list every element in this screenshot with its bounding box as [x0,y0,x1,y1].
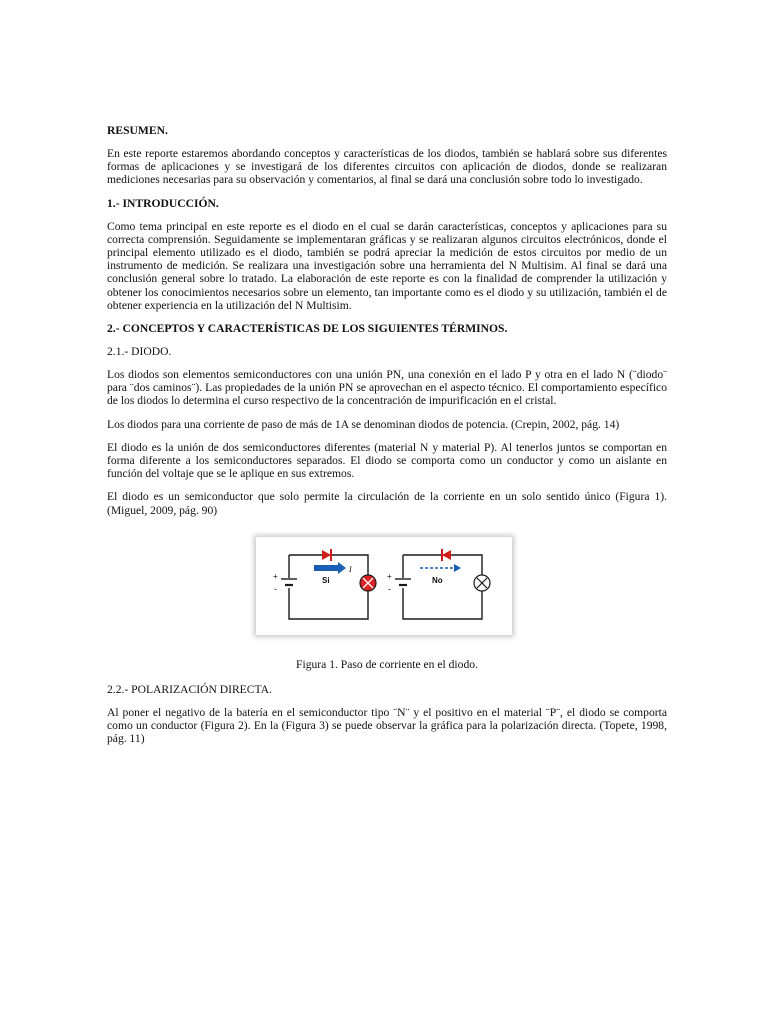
current-arrow-icon [314,565,338,571]
diodo-subheading: 2.1.- DIODO. [107,345,172,359]
forward-circuit-wire [289,555,368,619]
label-plus-right: + [387,571,392,581]
diodo-paragraph-4: El diodo es un semiconductor que solo permite la circulación de la corriente en un solo sentido único (Figura 1). (Miguel, 2009, pág. 90) [107,490,667,517]
conceptos-heading: 2.- CONCEPTOS Y CARACTERÍSTICAS DE LOS SIGUIENTES TÉRMINOS. [107,322,508,336]
polarizacion-subheading: 2.2.- POLARIZACIÓN DIRECTA. [107,682,272,696]
diodo-paragraph-3: El diodo es la unión de dos semiconductores diferentes (material N y material P). Al tenerlos juntos se comportan en forma diferente a los semiconductores separados. El diodo se comporta como un conductor y como un aislante en función del voltaje que se le aplique en sus extremos. [107,440,667,481]
diodo-paragraph-2: Los diodos para una corriente de paso de más de 1A se denominan diodos de potencia. (Crepin, 2002, pág. 14) [107,417,620,431]
label-minus-right: - [388,583,391,594]
label-minus-left: - [274,583,277,594]
label-si: Si [322,575,330,585]
figure-1-diode-circuits [256,537,512,635]
label-no: No [432,575,443,585]
resumen-heading: RESUMEN. [107,124,168,137]
diodo-paragraph-1: Los diodos son elementos semiconductores con una unión PN, una conexión en el lado P y otra en el lado N (¨diodo¨ para ¨dos caminos¨). Las propiedades de la unión PN se aprovechan en el aspecto técnico. El comportamiento específico de los diodos lo determina el curso respectivo de la concentración de impurificación en el cristal. [107,368,667,408]
diode-circuit-diagram [256,537,512,635]
introduccion-paragraph: Como tema principal en este reporte es el diodo en el cual se darán características, conceptos y aplicaciones para su correcta comprensión. Seguidamente se implementaran gráficas y se realizaran algunos circuitos electrónicos, donde el principal elemento utilizado es el diodo, también se podrá apreciar la medición de estos circuitos por medio de un instrumento de medición. Se realizara una investigación sobre una herramienta del N Multisim. Al final se dará una conclusión general sobre lo tratado. La elaboración de este reporte es con la finalidad de comprender la utilización y obtener los conocimientos necesarios sobre un elemento, tan importante como es el diodo y su utilización, también el de obtener experiencia en la utilización del N Multisim. [107,219,667,312]
label-i: I [349,564,352,574]
label-plus-left: + [273,571,278,581]
figure-1-caption: Figura 1. Paso de corriente en el diodo. [296,657,478,671]
polarizacion-paragraph: Al poner el negativo de la batería en el semiconductor tipo ¨N¨ y el positivo en el material ¨P¨, el diodo se comporta como un conductor (Figura 2). En la (Figura 3) se puede observar la gráfica para la polarización directa. (Topete, 1998, pág. 11) [107,705,667,746]
reverse-circuit-wire [403,555,482,619]
diode-reverse-icon [442,550,451,560]
introduccion-heading: 1.- INTRODUCCIÓN. [107,196,219,210]
diode-forward-icon [322,550,331,560]
resumen-paragraph: En este reporte estaremos abordando conceptos y características de los diodos, también se hablará sobre sus diferentes formas de aplicaciones y se investigará de los diferentes circuitos con aplicación de diodos, donde se realizaran mediciones necesarias para su observación y comentarios, al final se dará una conclusión sobre todo lo investigado. [107,147,667,187]
